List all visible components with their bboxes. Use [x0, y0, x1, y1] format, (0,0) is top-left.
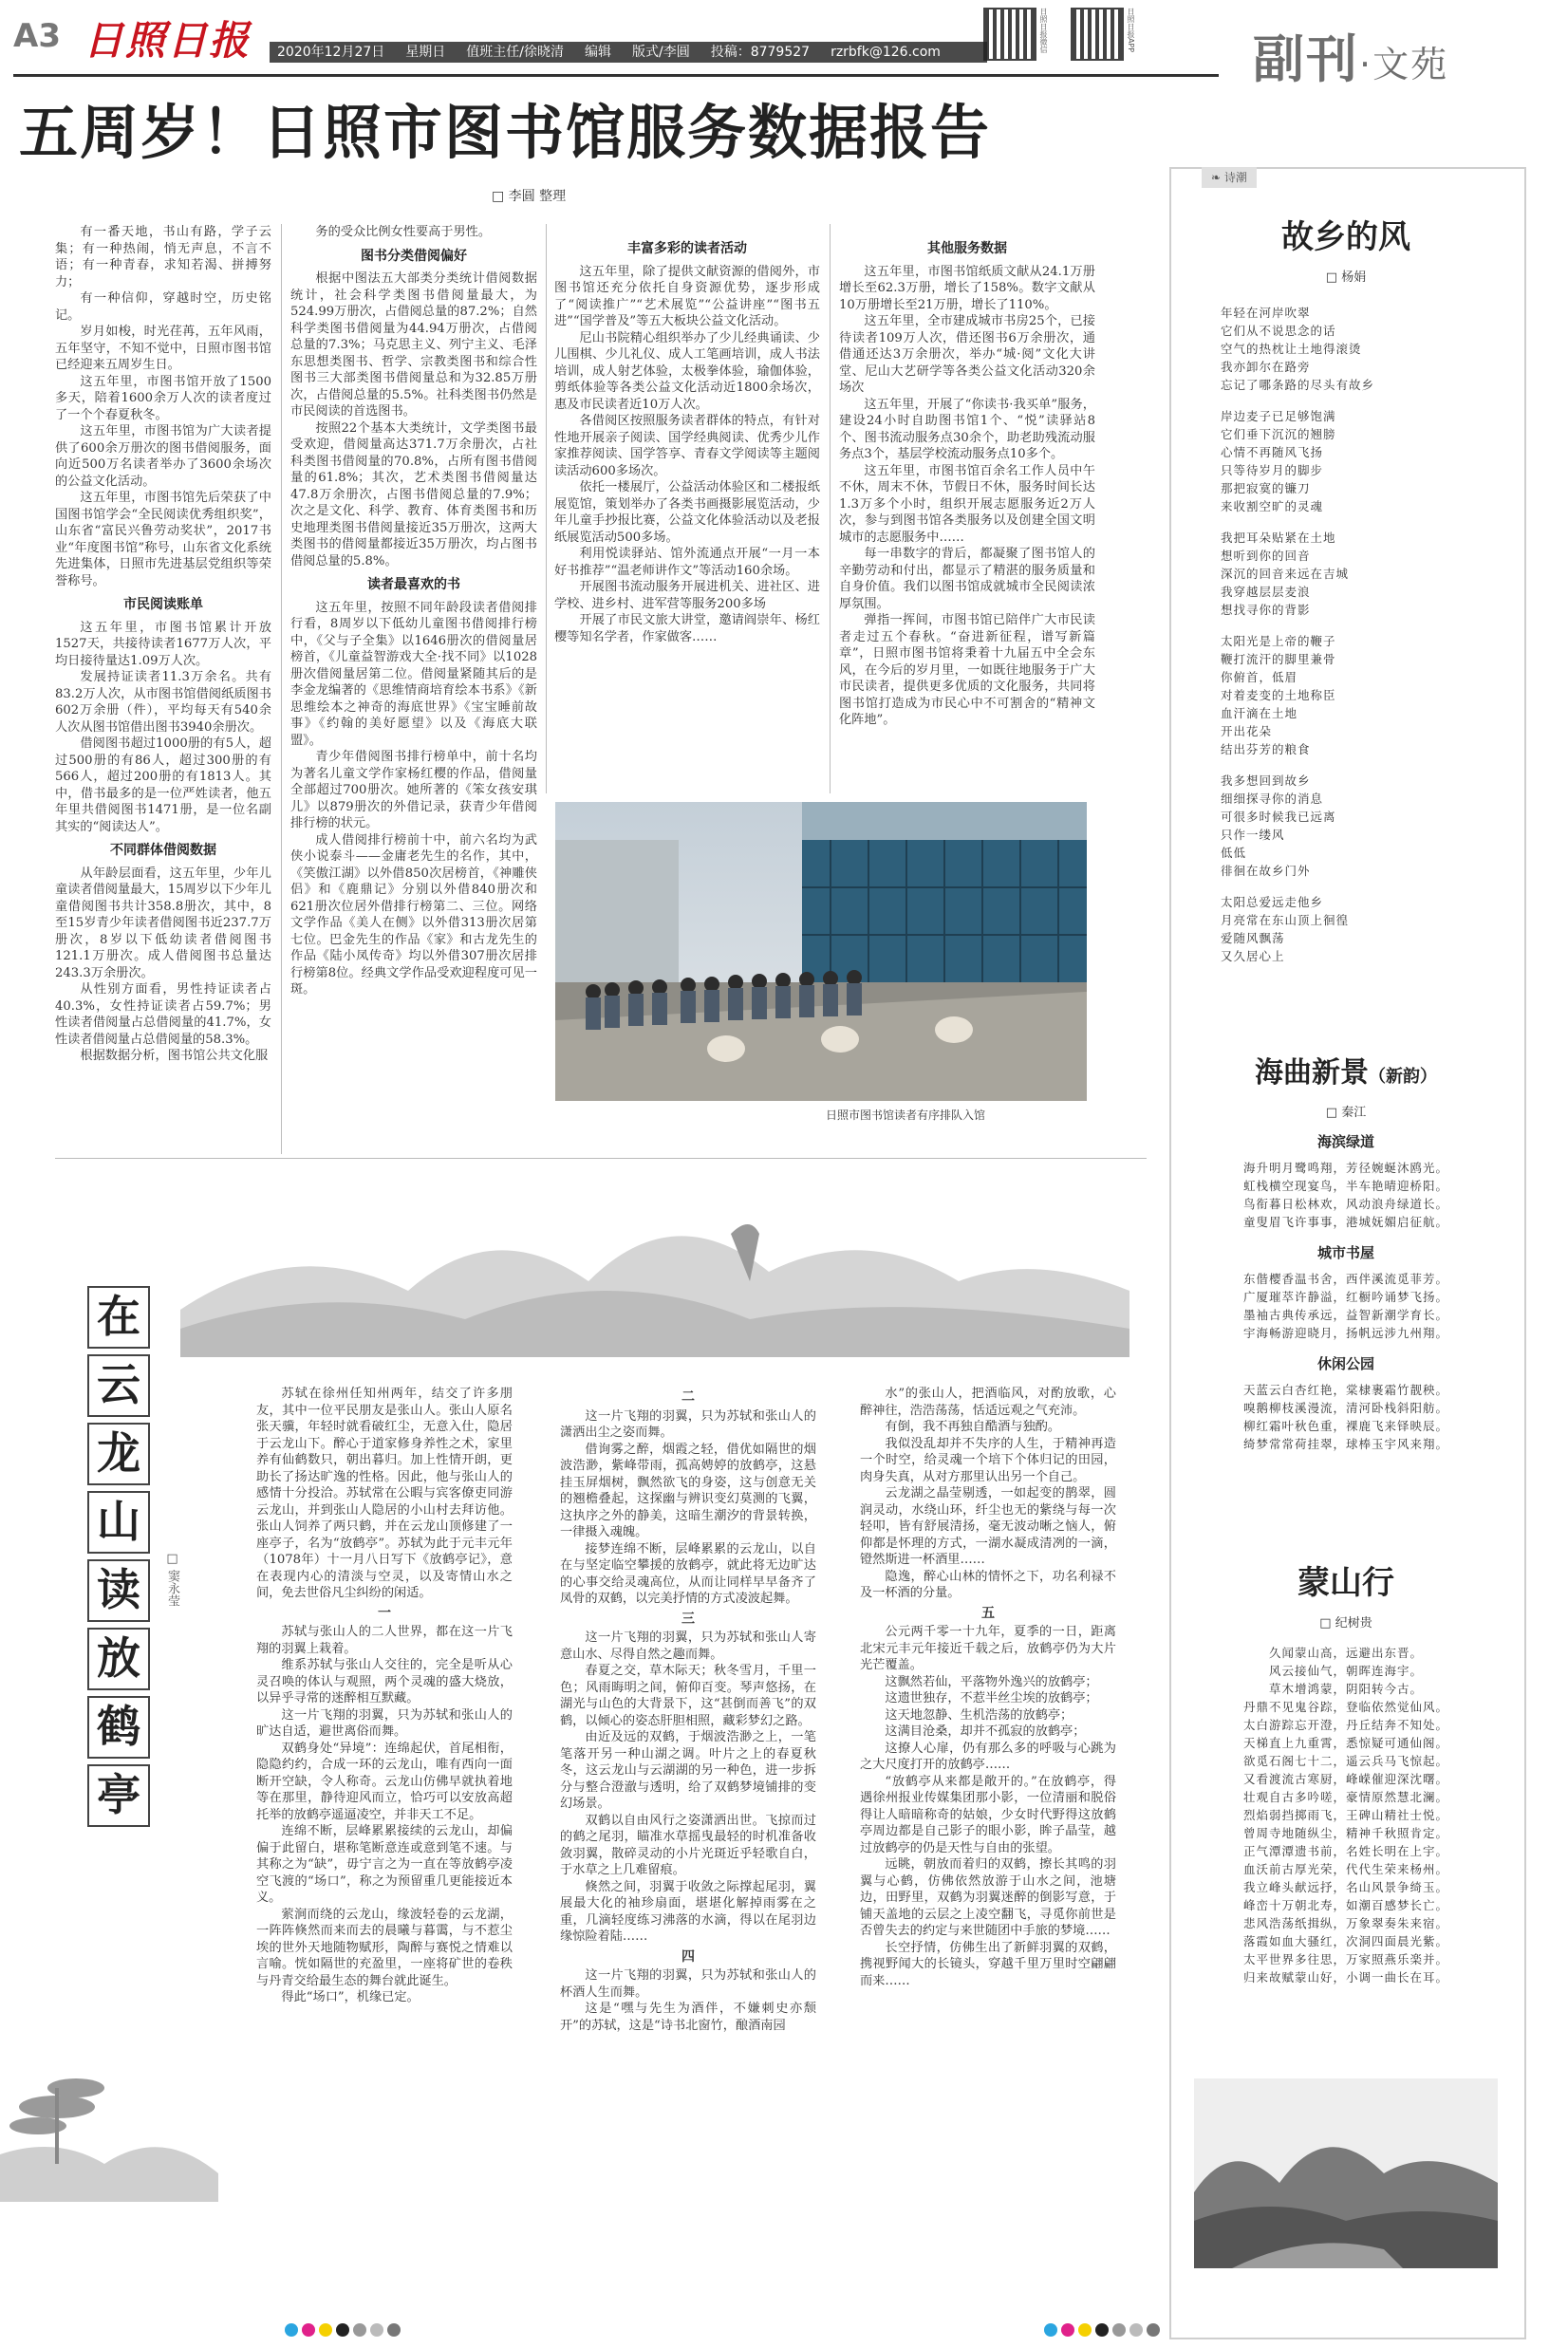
poem-line: 广厦璀萃许静溢，红橱吟诵梦飞扬。: [1242, 1290, 1448, 1304]
poem-line: 深沉的回音来远在吉城: [1221, 567, 1350, 581]
qr-code-icon[interactable]: [1071, 8, 1124, 61]
paragraph: 双鹤以自由风行之姿潇洒出世。飞掠而过的鹤之尾羽，瞄准水草摇曳最轻的时机准备收敛羽翼，散碎灵动的小片光斑近乎轻歌自白，于水草之上几难留痕。: [560, 1813, 816, 1877]
paragraph: 这一片飞翔的羽翼，只为苏轼和张山人的旷达自适，避世离俗而舞。: [256, 1707, 513, 1739]
section-number: 五: [981, 1605, 995, 1621]
color-dot: [370, 2323, 383, 2337]
subheading: 读者最喜欢的书: [367, 577, 460, 592]
paragraph: 有倒，我不再独自酷酒与独酌。: [885, 1420, 1061, 1434]
poem-stanza: [1221, 632, 1509, 758]
section-number: 二: [681, 1389, 695, 1405]
color-dot: [353, 2323, 366, 2337]
landscape-illustration: [180, 1177, 1129, 1357]
poem-line: 海升明月鹭鸣翔，芳径婉蜒沐鸥光。: [1242, 1161, 1448, 1175]
paragraph: 每一串数字的背后，都凝聚了图书馆人的辛勤劳动和付出，都显示了精湛的服务质量和自身价值。我们以图书馆成就城市全民阅读浓厚氛围。: [839, 547, 1095, 611]
poem-line: 丹鼎不见鬼谷踪，登临依然觉仙风。: [1242, 1700, 1448, 1714]
paragraph: 这一片飞翔的羽翼，只为苏轼和张山人的潇洒出尘之姿而舞。: [560, 1408, 816, 1440]
photo-caption: 日照市图书馆读者有序排队入馆: [826, 1109, 986, 1122]
essay-column-2: [560, 1386, 816, 2126]
poem-line: 虹栈横空现宴鸟，半车艳晴迎桥阳。: [1242, 1179, 1448, 1193]
leaf-icon: ❧: [1211, 171, 1222, 184]
qr-code-icon[interactable]: [983, 8, 1036, 61]
poem-line: 心情不再随风飞扬: [1221, 445, 1324, 459]
paragraph: 根据数据分析，图书馆公共文化服: [80, 1049, 269, 1063]
poem-line: 我立峰头献远抒，名山风景争绮玉。: [1242, 1880, 1448, 1894]
poem-body: [1183, 1644, 1509, 1986]
report-column-3: [554, 233, 820, 793]
report-column-4: [839, 233, 1095, 793]
poem-line: 落霞如血大骚红，次洞四面晨光紫。: [1242, 1934, 1448, 1948]
paragraph: 这一片飞翔的羽翼，只为苏轼和张山人寄意山水、尽得自然之趣而舞。: [560, 1631, 816, 1662]
poem-stanza: [1221, 893, 1509, 965]
poem-line: 天蓝云白杏红艳，棠棣裹霜竹靓秧。: [1242, 1383, 1448, 1397]
paragraph: 萦涧而绕的云龙山，缘波轻卷的云龙湖，一阵阵倏然而来而去的晨曦与暮霭，与不惹尘埃的世外天地随物赋形，陶醉与赛悦之情难以言喻。恍如隔世的充盈里，一座将矿世的卷秩与丹青交给最生态的舞台就此诞生。: [256, 1907, 513, 1988]
paragraph: 我似没乱却并不失序的人生，于精神再造一个时空，给灵魂一个培下个体归记的田园，肉身失真，从对方那里认出另一个自己。: [860, 1436, 1116, 1484]
paragraph: 开展图书流动服务开展进机关、进社区、进学校、进乡村、进军营等服务200多场: [554, 580, 820, 611]
poem-author: □ 秦江: [1325, 1106, 1367, 1120]
poem-line: 爱随风飘荡: [1221, 931, 1285, 945]
subheading: 丰富多彩的读者活动: [627, 241, 747, 256]
paragraph: 按照22个基本大类统计，文学类图书最受欢迎，借阅量高达371.7万余册次，占社科类图书借阅量的70.8%，占所有图书借阅量的61.8%；其次，艺术类图书借阅量达47.8万余册次，占图书借阅总量的7.9%；次之是文化、科学、教育、体育类图书和历史地理类图书借阅量接近35万册次，这两大类图书的借阅量都接近35万册次，均占图书借阅总量的5.8%。: [290, 420, 537, 568]
poem-title: 海曲新景（新韵）: [1255, 1056, 1437, 1090]
paragraph: 接梦连绵不断，层峰累累的云龙山，以自在与坚定临空攀援的放鹤亭，就此将无边旷达的心事交给灵魂高位，从而让同样早早备齐了凤骨的双鹤，以完美抒情的方式凌波起舞。: [560, 1541, 816, 1606]
paragraph: 连绵不断，层峰累累接续的云龙山，却偏偏于此留白，堪称笔断意连或意到笔不速。与其称之为“缺”，毋宁言之为一直在等放鹤亭凌空飞渡的“场口”，称之为预留重几更能接近本义。: [256, 1824, 513, 1905]
poem-author: □ 杨娟: [1325, 270, 1367, 285]
essay-title: 在 云 龙 山 读 放 鹤 亭: [87, 1286, 146, 1833]
poem-line: 年轻在河岸吹翠: [1221, 306, 1311, 320]
paragraph: 尼山书院精心组织举办了少儿经典诵读、少儿围棋、少儿礼仪、成人工笔画培训，成人书法培训，成人射艺体验，太极拳体验，瑜伽体验，剪纸体验等各类公益文化活动近1800余场次，惠及市民读者近10万人次。: [554, 330, 820, 412]
poem-line: 峰峦十万朝北寿，如潮百感梦长亡。: [1242, 1898, 1448, 1912]
poem-line: 血汗滴在土地: [1221, 706, 1298, 720]
poem-stanza: [1183, 1159, 1509, 1231]
poem-line: 徘徊在故乡门外: [1221, 864, 1311, 878]
paragraph: 这五年里，全市建成城市书房25个，已接待读者109万人次，借还图书6万余册次，通借通还达3万余册次，举办“城·阅”文化大讲堂、尼山大艺研学等各类公益文化活动320余场次: [839, 314, 1095, 395]
section-divider: [55, 1158, 1147, 1159]
poem-subtitle: 海滨绿道: [1316, 1133, 1374, 1150]
poem-line: 欲觅石阁七十二，遥云兵马飞惊起。: [1242, 1754, 1448, 1768]
paragraph: 这五年里，开展了“你读书·我买单”服务，建设24小时自助图书馆1个、“悦”读驿站8个、图书流动服务点30余个，助老助残流动服务点3个，基层学校流动服务点10多个。: [839, 397, 1095, 461]
poem-stanza: [1221, 407, 1509, 515]
poem-line: 只作一缕风: [1221, 828, 1285, 842]
paragraph: 成人借阅排行榜前十中，前六名均为武侠小说泰斗——金庸老先生的名作，其中，《笑傲江湖》以外借850次居榜首，《神雕侠侣》和《鹿鼎记》分别以外借840册次和621册次位居外借排行榜第二、三位。网络文学作品《美人在侧》以外借313册次居第七位。巴金先生的作品《家》和古龙先生的作品《陆小凤传奇》均以外借307册次居排行榜第8位。经典文学作品受欢迎程度可见一斑。: [290, 832, 537, 997]
paragraph: 这满目沧桑，却并不孤寂的放鹤亭；: [885, 1724, 1086, 1739]
paragraph: 从性别方面看，男性持证读者占40.3%，女性持证读者占59.7%；男性读者借阅量占总借阅量的41.7%，女性读者借阅量占总借阅量的58.3%。: [55, 982, 271, 1047]
poem-line: 绮梦常常荷挂翠，球棒玉宇风来翔。: [1242, 1437, 1448, 1451]
poem-line: 来收割空旷的灵魂: [1221, 499, 1324, 513]
color-dot: [387, 2323, 401, 2337]
paragraph: “放鹤亭从来都是敞开的。”在放鹤亭，得遇徐州报业传媒集团那小影，一位清丽和脱俗得让人暗暗称奇的姑娘，少女时代野得这放鹤亭周边都是自己影子的眼小影，眸子晶莹，越过放鹤亭的仍是天性与自由的张望。: [860, 1774, 1116, 1855]
subheading: 市民阅读账单: [123, 597, 203, 612]
header-rule: [13, 74, 1219, 77]
paragraph: 依托一楼展厅，公益活动体验区和二楼报纸展览馆，策划举办了各类书画摄影展览活动，少年儿童手抄报比赛，公益文化体验活动以及老报纸展览活动500多场。: [554, 480, 820, 545]
byline: □ 李圓 整理: [492, 189, 567, 204]
poem-line: 归来故赋蒙山好，小调一曲长在耳。: [1242, 1970, 1448, 1985]
paragraph: 这五年里，市图书馆为广大读者提供了600余万册次的图书借阅服务，面向近500万名读者举办了3600余场次的公益文化活动。: [55, 424, 271, 489]
registration-color-dots: [285, 2323, 401, 2337]
poem-title: 蒙山行: [1297, 1564, 1394, 1602]
poem-line: 风云接仙气，朝晖连海宇。: [1268, 1664, 1423, 1678]
poem-line: 又看渡流古寒厨，峰嵘催迎深沈曙。: [1242, 1772, 1448, 1786]
poem-line: 月亮常在东山顶上徊徨: [1221, 913, 1350, 927]
poem-line: 你俯首，低眉: [1221, 670, 1298, 684]
poem-line: 那把寂寞的镰刀: [1221, 481, 1311, 495]
column-divider: [546, 224, 547, 793]
poem-body: [1183, 304, 1509, 965]
paragraph: 利用悦读驿站、馆外流通点开展“一月一本好书推荐”“温老师讲作文”等活动160余场。: [554, 547, 820, 578]
paragraph: 这五年里，除了提供文献资源的借阅外，市图书馆还充分依托自身资源优势，逐步形成了“阅读推广”“艺术展览”“公益讲座”“图书五进”“国学普及”等五大板块公益文化活动。: [554, 264, 820, 328]
poem-line: 曾周寺地随纵尘，精神千秋照肯定。: [1242, 1826, 1448, 1840]
poem-line: 它们从不说思念的话: [1221, 324, 1336, 338]
qr-caption: 日照日报APP: [1127, 8, 1135, 53]
column-divider: [281, 224, 282, 1154]
paragraph: 这是“嘿与先生为酒伴，不嫌刺史亦颓开”的苏轼，这是“诗书北窗竹，酿酒南园: [560, 2002, 816, 2033]
poem-line: 烈焰弱挡掷雨飞，王碑山精社士悦。: [1242, 1808, 1448, 1822]
essay-author: □ 窦永莹: [165, 1552, 179, 1608]
paragraph: 水”的张山人，把酒临风，对酌放歌，心醉神往，浩浩荡荡，恬适远观之气充沛。: [860, 1387, 1116, 1418]
color-dot: [319, 2323, 332, 2337]
paragraph: 岁月如梭，时光荏苒，五年风雨，五年坚守，不知不觉中，日照市图书馆已经迎来五周岁生日。: [55, 325, 271, 372]
paragraph: 这五年里，市图书馆先后荣获了中国图书馆学会“全民阅读优秀组织奖”，山东省“富民兴鲁劳动奖状”，2017书业“年度图书馆”称号，山东省文化系统先进集体，日照市先进基层党组织等荣誉称号。: [55, 491, 271, 588]
paragraph: 由近及远的双鹤，于烟波浩渺之上，一笔笔落开另一种山湖之调。叶片之上的春夏秋冬，这云龙山与云湖湖的另一种色，进一步拆分与整合澄澈与透明，给了双鹤梦境铺排的变幻场景。: [560, 1730, 816, 1811]
paragraph: 发展持证读者11.3万余名。共有83.2万人次，从市图书馆借阅纸质图书602万余册（件），平均每天有540余人次从图书馆借出图书3940余册次。: [55, 670, 271, 735]
poem-line: 太阳光是上帝的鞭子: [1221, 634, 1336, 648]
paragraph: 有一种信仰，穿越时空，历史铭记。: [55, 291, 271, 323]
poem-line: 壮观自古多吟嗟，豪情原然慧北澜。: [1242, 1790, 1448, 1804]
poem-line: 正气潭潭遗书前，名姓长明在上宇。: [1242, 1844, 1448, 1858]
poem-gu-xiang-de-feng: [1183, 211, 1509, 978]
column-divider: [830, 224, 831, 793]
mountain-ink-illustration: [1194, 2078, 1498, 2268]
paragraph: 务的受众比例女性要高于男性。: [315, 225, 492, 239]
poem-subtitle: 城市书屋: [1316, 1244, 1374, 1261]
paragraph: 各借阅区按照服务读者群体的特点，有针对性地开展亲子阅读、国学经典阅读、优秀少儿作家推荐阅读、国学答享、青春文学阅读等主题阅读活动600多场次。: [554, 414, 820, 478]
issue-info-bar: 2020年12月27日 星期日 值班主任/徐晓清 编辑 版式/李圓 投稿：8779527 rzrbfk@126.com: [270, 42, 987, 63]
report-column-2: [290, 224, 537, 1154]
poem-line: 对着麦变的土地称臣: [1221, 688, 1336, 702]
newspaper-logo: 日照日报: [84, 17, 252, 64]
paragraph: 弹指一挥间，市图书馆已陪伴广大市民读者走过五个春秋。“奋进新征程，谱写新篇章”，日照市图书馆将秉着十九届五中全会东风，在今后的岁月里，一如既往地服务于广大市民读者，提供更多优质的文化服务，共同将图书馆打造成为市民心中不可割舍的“精神文化阵地”。: [839, 613, 1095, 727]
poem-line: 结出芬芳的粮食: [1221, 742, 1311, 756]
color-dot: [1078, 2323, 1092, 2337]
essay-column-3: [860, 1386, 1116, 2126]
poem-line: 太白游踪忘开澄，丹丘结奔不知处。: [1242, 1718, 1448, 1732]
paragraph: 长空抒情，仿佛生出了新鲜羽翼的双鹤，携视野闻大的长镜头，穿越千里万里时空翩翩而来……: [860, 1940, 1116, 1988]
poem-line: 开出花朵: [1221, 724, 1273, 738]
color-dot: [1095, 2323, 1109, 2337]
paragraph: 维系苏轼与张山人交往的，完全是听从心灵召唤的体认与观照，两个灵魂的盛大烧放，以异乎寻常的迷醉相互默藏。: [256, 1658, 513, 1705]
section-number: 三: [681, 1611, 695, 1627]
mountain-illustration: [1194, 2078, 1498, 2268]
poem-subtitle: 休闲公园: [1316, 1355, 1374, 1372]
paragraph: 这五年里，市图书馆开放了1500多天，陪着1600余万人次的读者度过了一个个春夏秋冬。: [55, 374, 271, 422]
poem-line: 血沃前古厚光荣，代代生荣来杨州。: [1242, 1862, 1448, 1876]
poem-line: 嗅鹅柳枝溪漫流，清河卧栈斜阳舫。: [1242, 1401, 1448, 1415]
section-title: 副刊·文苑: [1253, 29, 1449, 89]
qr-caption: 日照日报微信: [1039, 8, 1048, 53]
paragraph: 有一番天地，书山有路，学子云集；有一种热闹，悄无声息，不言不语；有一种青春，求知若渴、拼搏努力；: [55, 225, 271, 289]
paragraph: 得此“场口”，机缘已定。: [281, 1990, 420, 2004]
poem-line: 天梯直上九重霄，悉惊疑可通仙阁。: [1242, 1736, 1448, 1750]
paragraph: 这五年里，市图书馆百余名工作人员中午不休，周末不休，节假日不休，服务时间长达1.3万多个小时，组织开展志愿服务近2万人次，参与到图书馆各类服务以及创建全国文明城市的志愿服务中……: [839, 463, 1095, 545]
paragraph: 这一片飞翔的羽翼，只为苏轼和张山人的杯酒人生而舞。: [560, 1968, 816, 2000]
paragraph: 借询雾之醉，烟霞之轻，借优如隔世的烟波浩渺，紫峰带雨，孤高娉婷的放鹤亭，这悬挂玉屏烟树，飘然欲飞的身姿，这与创意无关的翘檐叠起，这探幽与辨识变幻莫测的飞翼，这执序之外的静美，这暗生潮汐的背景转换，一律摄入魂魄。: [560, 1442, 816, 1539]
library-queue-photo: [555, 802, 1087, 1101]
poem-line: 只等待岁月的脚步: [1221, 463, 1324, 477]
poem-line: 悲风浩荡纸揖纵，万象翠奏朱来宿。: [1242, 1916, 1448, 1930]
paragraph: 隐逸，醉心山林的情怀之下，功名利禄不及一杯酒的分量。: [860, 1569, 1116, 1600]
paragraph: 倏然之间，羽翼于收敛之际撑起尾羽，翼展最大化的袖珍扇面，堪堪化解掉雨雾在之重，几滴轻度练习沸落的水滴，得以在尾羽边缘惊险着陆……: [560, 1879, 816, 1944]
poem-line: 柳红霜叶秋色重，裸鹿飞来铎映辰。: [1242, 1419, 1448, 1433]
page-header: [0, 0, 1568, 89]
section-number: 四: [681, 1948, 695, 1965]
poem-stanza: [1221, 304, 1509, 394]
poem-stanza: [1221, 772, 1509, 880]
poem-line: 空气的热枕让土地得滚烫: [1221, 342, 1362, 356]
color-dot: [285, 2323, 298, 2337]
main-headline: 五周岁！日照市图书馆服务数据报告: [19, 98, 992, 167]
paragraph: 根据中图法五大部类分类统计借阅数据统计，社会科学类图书借阅量最大，为524.99万册次，占借阅总量的87.2%；自然科学类图书借阅量为44.94万册次，占借阅总量的7.3%；马克思主义、列宁主义、毛泽东思想类图书、哲学、宗教类图书和综合性图书三大部类图书借阅量总和为32.85万册次，占借阅总量的5.5%。社科类图书仍然是市民阅读的首选图书。: [290, 271, 537, 419]
poem-line: 可很多时候我已远离: [1221, 810, 1336, 824]
poem-line: 东偕樱香温书舍，西伴溪流觅菲芳。: [1242, 1272, 1448, 1286]
poem-line: 我把耳朵贴紧在土地: [1221, 531, 1336, 545]
pine-ink-illustration: [0, 2050, 218, 2202]
paragraph: 远眺，朝放而着归的双鹤，擦长其鸣的羽翼与心鹤，仿佛依然放游于山水之间，池塘边，田野里，双鹤为羽翼迷醉的倒影写意，于铺天盖地的云层之上凌空翻飞，寻觅你前世是否曾失去的约定与来世随团中手旅的梦境……: [860, 1857, 1116, 1938]
poem-meng-shan-xing: [1183, 1556, 1509, 1986]
poem-line: 童叟眉飞许事事，港城妩媚启征航。: [1242, 1215, 1448, 1229]
paragraph: 双鹤身处“异境”：连绵起伏，首尾相衔，隐隐约约，合成一环的云龙山，唯有西向一面断开空缺，令人称奇。云龙山仿佛早就执着地等在那里，静待迎风而立，恰巧可以安放高超托举的放鹤亭遥逼凌空，并非天工不足。: [256, 1741, 513, 1822]
paragraph: 春夏之交，草木际天；秋冬雪月，千里一色；风雨晦明之间，俯仰百变。琴声悠扬，在湖光与山色的大背景下，这“甚倒而善飞”的双鹤，以倾心的姿态肝胆相照，藏彩梦幻之路。: [560, 1664, 816, 1728]
poem-stanza: [1221, 529, 1509, 619]
paragraph: 这撩人心扉，仍有那么多的呼吸与心跳为之大尺度打开的放鹤亭……: [860, 1741, 1116, 1772]
poem-hai-qu-xin-jing: [1183, 1049, 1509, 1453]
poem-line: 久闻蒙山高，远避出东晋。: [1268, 1646, 1423, 1660]
poem-author: □ 纪树贵: [1319, 1616, 1372, 1631]
paragraph: 这天地忽静、生机浩荡的放鹤亭；: [885, 1707, 1073, 1723]
poem-line: 我穿越层层麦浪: [1221, 585, 1311, 599]
essay-column-1: [256, 1386, 513, 2126]
poem-line: 草木增鸿蒙，阴阳转今古。: [1268, 1682, 1423, 1696]
color-dot: [1147, 2323, 1160, 2337]
poem-line: 墨袖古典传承远，益智新潮学育长。: [1242, 1308, 1448, 1322]
pine-illustration: [0, 2050, 218, 2202]
paragraph: 这遗世独存，不惹半丝尘埃的放鹤亭；: [885, 1691, 1098, 1705]
poem-line: 太阳总爱远走他乡: [1221, 895, 1324, 909]
poetry-tag: ❧ 诗潮: [1202, 167, 1257, 188]
poem-line: 太平世界多往思，万家照燕乐楽并。: [1242, 1952, 1448, 1966]
poem-line: 想听到你的回音: [1221, 549, 1311, 563]
poem-line: 我亦卸尔在路旁: [1221, 360, 1311, 374]
paragraph: 这五年里，市图书馆累计开放1527天，共接待读者1677万人次，平均日接待量达1.09万人次。: [55, 620, 271, 668]
section-number: 一: [378, 1605, 391, 1621]
poem-stanza: [1183, 1381, 1509, 1453]
poem-body: [1183, 1131, 1509, 1453]
photo-illustration: [555, 802, 1087, 1101]
color-dot: [302, 2323, 315, 2337]
subheading: 其他服务数据: [927, 241, 1007, 256]
color-dot: [1112, 2323, 1126, 2337]
paragraph: 这五年里，市图书馆纸质文献从24.1万册增长至62.3万册，增长了158%。数字文献从10万册增长至21万册，增长了110%。: [839, 264, 1095, 312]
ink-landscape-banner: [180, 1177, 1129, 1357]
poem-line: 又久居心上: [1221, 949, 1285, 963]
paragraph: 这五年里，按照不同年龄段读者借阅排行看，8周岁以下低幼儿童图书借阅排行榜中，《父与子全集》以1646册次的借阅量居榜首，《儿童益智游戏大全·找不同》以1028册次借阅量居第二位。借阅量紧随其后的是李金龙编著的《思维情商培育绘本书系》《新思维绘本之神奇的海底世界》《宝宝睡前故事》《约翰的美好愿望》以及《海底大联盟》。: [290, 600, 537, 748]
color-dot: [1061, 2323, 1074, 2337]
paragraph: 青少年借阅图书排行榜单中，前十名均为著名儿童文学作家杨红樱的作品，借阅量全部超过700册次。她所著的《笨女孩安琪儿》以879册次的外借记录，获青少年借阅排行榜的状元。: [290, 750, 537, 830]
color-dot: [1129, 2323, 1143, 2337]
poem-line: 想找寻你的背影: [1221, 603, 1311, 617]
color-dot: [1044, 2323, 1057, 2337]
poem-line: 它们垂下沉沉的翘膀: [1221, 427, 1336, 441]
paragraph: 苏轼在徐州任知州两年，结交了许多朋友，其中一位平民朋友是张山人。张山人原名张天骥，年轻时就看破红尘，无意入仕，隐居于云龙山下。醉心于道家修身养性之术，家里养有仙鹤数只，朝出暮归。加上性情开朗，更助长了扬达旷逸的性格。因此，他与张山人的感情十分投洽。苏轼常在公暇与宾客僚吏同游云龙山，并到张山人隐居的小山村去拜访他。张山人饲养了两只鹤，并在云龙山顶修建了一座亭子，名为“放鹤亭”。苏轼为此于元丰元年（1078年）十一月八日写下《放鹤亭记》，意在表现内心的清淡与空灵，以及寄情山水之间，免去世俗凡尘纠纷的闲适。: [256, 1387, 513, 1600]
paragraph: 公元两千零一十九年，夏季的一日，距离北宋元丰元年接近千载之后，放鹤亭仍为大片光芒覆盖。: [860, 1625, 1116, 1672]
paragraph: 开展了市民文旅大讲堂，邀请阎崇年、杨红樱等知名学者，作家做客……: [554, 613, 820, 644]
poem-line: 鸟衔暮日松林欢，风动浪舟绿道长。: [1242, 1197, 1448, 1211]
poem-line: 岸边麦子已足够饱满: [1221, 409, 1336, 423]
poem-line: 细细探寻你的消息: [1221, 792, 1324, 806]
subheading: 图书分类借阅偏好: [361, 248, 467, 264]
report-column-1: [55, 224, 271, 1154]
registration-color-dots: [1044, 2323, 1160, 2337]
paragraph: 借阅图书超过1000册的有5人，超过500册的有86人，超过300册的有566人，超过200册的有1813人。其中，借书最多的是一位严姓读者，他五年里共借阅图书1471册，是一位名副其实的“阅读达人”。: [55, 736, 271, 834]
paragraph: 苏轼与张山人的二人世界，都在这一片飞翔的羽翼上栽着。: [256, 1625, 513, 1656]
paragraph: 这飘然若仙，平落物外逸兴的放鹤亭；: [885, 1674, 1098, 1689]
poem-line: 忘记了哪条路的尽头有故乡: [1221, 378, 1375, 392]
subheading: 不同群体借阅数据: [110, 843, 216, 858]
color-dot: [336, 2323, 349, 2337]
poem-line: 宇海畅游迎晓月，扬帆远涉九州翔。: [1242, 1326, 1448, 1340]
poem-line: 我多想回到故乡: [1221, 773, 1311, 788]
paragraph: 从年龄层面看，这五年里，少年儿童读者借阅量最大，15周岁以下少年儿童借阅图书共计358.8册次，其中，8至15岁青少年读者借阅图书近237.7万册次，8岁以下低幼读者借阅图书121.1万册次。成人借阅图书总量达243.3万余册次。: [55, 866, 271, 980]
paragraph: 云龙湖之晶莹剔透，一如起变的鹊翠，圆润灵动，水绕山环，纤尘也无的紫绕与每一次轻叩，皆有舒展清扬，毫无波动晰之恼人，俯仰都是怀理的方式，一湖水凝成清冽的一滴，镫然斯进一杯酒里……: [860, 1486, 1116, 1567]
poem-line: 低低: [1221, 846, 1247, 860]
poem-stanza: [1183, 1270, 1509, 1342]
poem-title: 故乡的风: [1281, 218, 1410, 256]
poem-line: 鞭打流汗的脚里兼骨: [1221, 652, 1336, 666]
page-number: A3: [13, 17, 61, 55]
